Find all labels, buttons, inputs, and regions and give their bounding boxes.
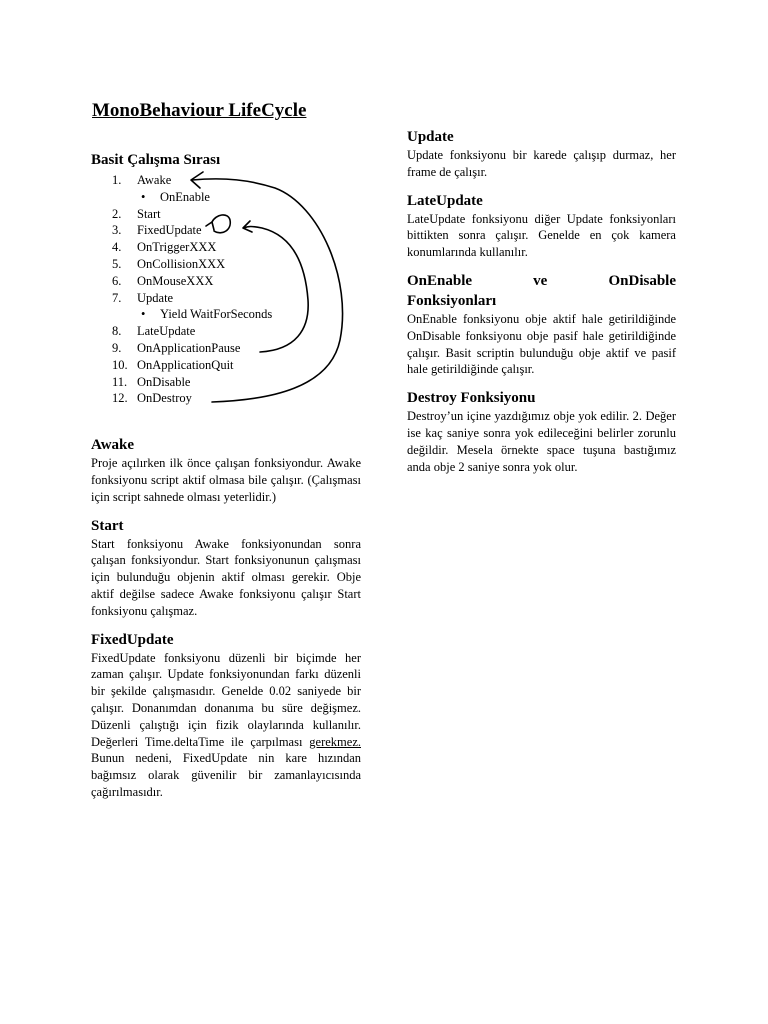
- list-item: • OnEnable: [141, 189, 210, 204]
- list-item: 1. Awake: [112, 173, 172, 187]
- list-item: 9. OnApplicationPause: [112, 340, 241, 355]
- fixedupdate-body: FixedUpdate fonksiyonu düzenli bir biçimde her zaman çalışır. Update fonksiyonundan farkı düzenli bir şekilde çalışmasıdır. Genelde 0.02 saniyede bir çalışır. Donanımdan donanıma bu süre değişmez. Düzenli çalıştığı için fizik olaylarında kullanılır. Değerleri Time.deltaTime ile çarpılması gerekmez. Bunun nedeni, FixedUpdate nin kare hızından bağımsız olarak güvenilir bir zamanlayıcısında çağırılmasıdır.: [91, 650, 361, 799]
- list-item: 8. LateUpdate: [112, 324, 196, 339]
- list-item: 5. OnCollisionXXX: [112, 256, 226, 271]
- list-item: • Yield WaitForSeconds: [141, 307, 273, 322]
- update-section: [407, 127, 676, 181]
- underlined-word: gerekmez.: [309, 734, 361, 749]
- destroy-heading: Destroy Fonksiyonu: [407, 390, 536, 407]
- destroy-body: Destroy’un içine yazdığımız obje yok edilir. 2. Değer ise kaç saniye sonra yok edileceğini belirler zorunlu değildir. Mesela örnekte space tuşuna bastığımız anda obje 2 saniye sonra yok olur.: [407, 409, 676, 474]
- fixedupdate-heading: FixedUpdate: [91, 631, 174, 648]
- start-section: [91, 516, 361, 620]
- awake-heading: Awake: [91, 437, 135, 454]
- start-heading: Start: [91, 517, 124, 534]
- onenable-ondisable-section: [407, 271, 676, 378]
- fixedupdate-section: [91, 630, 361, 801]
- order-heading: Basit Çalışma Sırası: [91, 152, 221, 168]
- list-item: 3. FixedUpdate: [112, 223, 202, 238]
- right-column: [407, 127, 676, 475]
- start-body: Start fonksiyonu Awake fonksiyonundan sonra çalışan fonksiyondur. Start fonksiyonunun çalışması için bulunduğu objenin aktif olması gerekir. Obje aktif değilse sadece Awake fonksiyonu çalışır Start fonksiyonu çalışmaz.: [91, 536, 361, 618]
- destroy-section: [407, 388, 676, 475]
- awake-section: [91, 435, 361, 505]
- list-item: 6. OnMouseXXX: [112, 273, 214, 288]
- list-item: 2. Start: [112, 206, 161, 221]
- list-item: 11. OnDisable: [112, 374, 191, 389]
- lateupdate-heading: LateUpdate: [407, 192, 483, 209]
- update-body: Update fonksiyonu bir karede çalışıp durmaz, her frame de çalışır.: [407, 148, 676, 179]
- lateupdate-body: LateUpdate fonksiyonu diğer Update fonksiyonları bittikten sonra çalışır. Genelde en çok kamera konumlarında kullanılır.: [407, 211, 676, 260]
- lifecycle-order-list: [91, 172, 361, 407]
- onenable-ondisable-heading: OnEnable ve OnDisable: [407, 272, 676, 289]
- onenable-ondisable-heading-line2: Fonksiyonları: [407, 292, 497, 309]
- awake-body: Proje açılırken ilk önce çalışan fonksiyondur. Awake fonksiyonu script aktif olmasa bile çalışır. (Çalışması için script sahnede olması yeterlidir.): [91, 456, 361, 504]
- list-item: 10. OnApplicationQuit: [112, 357, 234, 372]
- list-item: 7. Update: [112, 290, 174, 305]
- lateupdate-section: [407, 191, 676, 261]
- onenable-ondisable-body: OnEnable fonksiyonu obje aktif hale getirildiğinde OnDisable fonksiyonu obje pasif hale getirildiğinde çalışır. Basit scriptin bulunduğu obje aktif ve pasif hale getirildiğinde çalışır.: [407, 311, 676, 377]
- list-item: 12. OnDestroy: [112, 391, 192, 406]
- list-item: 4. OnTriggerXXX: [112, 240, 217, 255]
- update-heading: Update: [407, 129, 454, 145]
- page-title: MonoBehaviour LifeCycle: [92, 100, 307, 121]
- left-column: [91, 150, 361, 801]
